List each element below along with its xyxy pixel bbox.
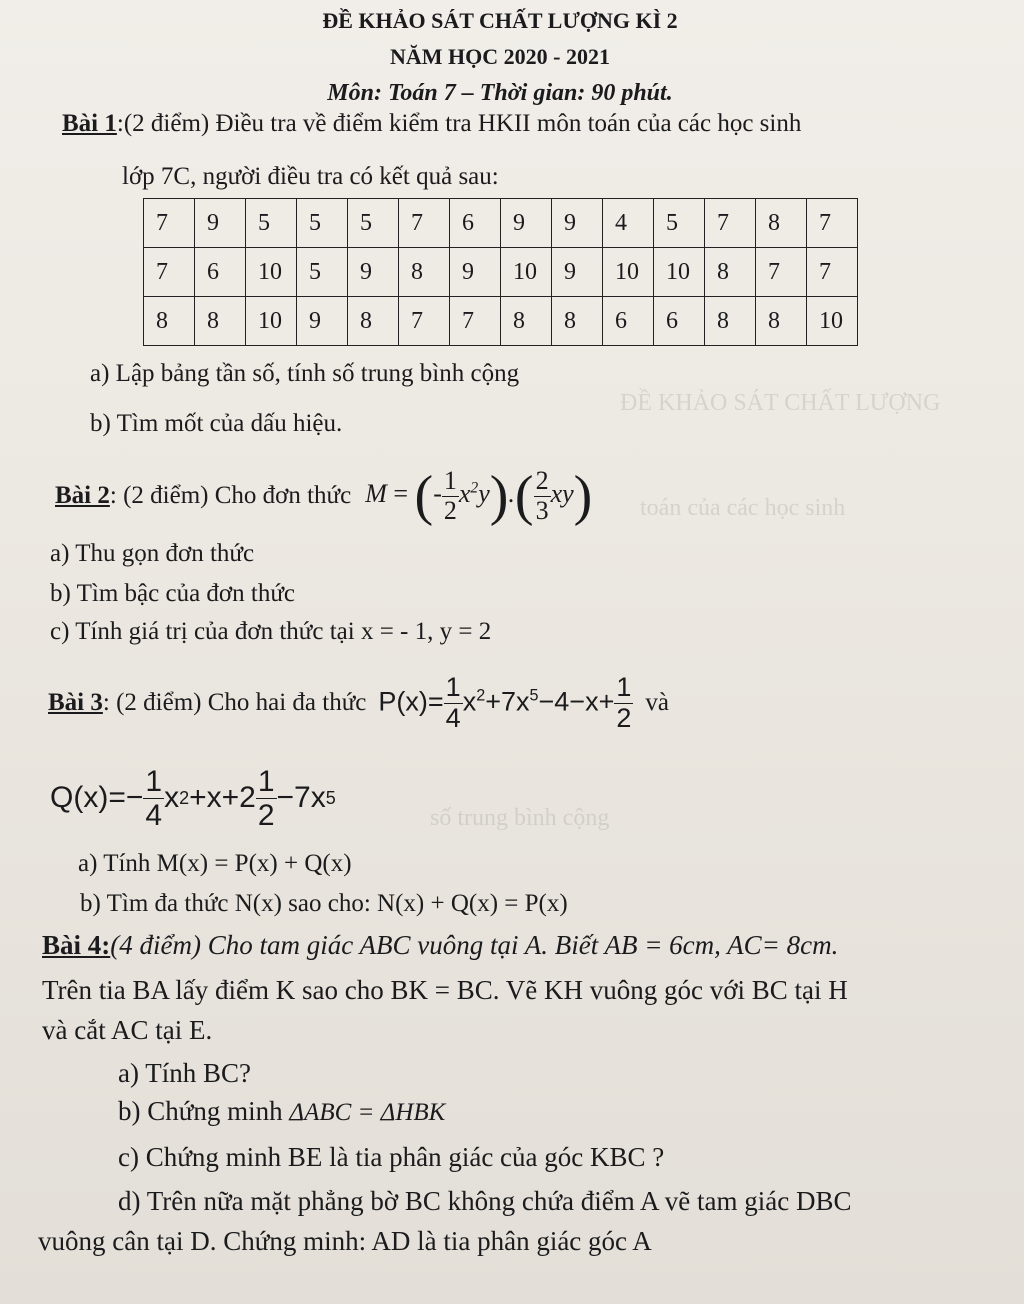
bai3-label: Bài 3 (48, 689, 103, 716)
table-cell: 8 (144, 297, 195, 346)
table-cell: 10 (501, 248, 552, 297)
bai4-label: Bài 4: (42, 930, 111, 960)
table-cell: 8 (501, 297, 552, 346)
bai2-question-c: c) Tính giá trị của đơn thức tại x = - 1, y = 2 (50, 618, 492, 645)
polynomial-p: P(x)= $\frac{1}{4}$ $x^2+7x^5-4-x+$ $\frac{1}{2}$ (378, 671, 632, 733)
table-cell: 10 (654, 248, 705, 297)
bai4-question-c: c) Chứng minh BE là tia phân giác của góc KBC ? (118, 1142, 665, 1172)
bleed-through-text: ĐỀ KHẢO SÁT CHẤT LƯỢNG (620, 390, 941, 416)
bai2-intro (55, 460, 592, 532)
table-cell: 7 (399, 199, 450, 248)
table-row (144, 248, 858, 297)
bai4-line2: Trên tia BA lấy điểm K sao cho BK = BC. Vẽ KH vuông góc với BC tại H (42, 975, 848, 1005)
bai4-question-d-line2: vuông cân tại D. Chứng minh: AD là tia phân giác góc A (38, 1226, 652, 1256)
school-year: NĂM HỌC 2020 - 2021 (390, 44, 610, 69)
table-cell: 7 (144, 199, 195, 248)
table-cell: 9 (552, 248, 603, 297)
bleed-through-text: toán của các học sinh (640, 495, 846, 521)
table-cell: 8 (399, 248, 450, 297)
table-cell: 10 (807, 297, 858, 346)
table-cell: 10 (603, 248, 654, 297)
table-cell: 9 (450, 248, 501, 297)
table-cell: 8 (348, 297, 399, 346)
table-cell: 6 (450, 199, 501, 248)
table-cell: 7 (450, 297, 501, 346)
table-cell: 7 (807, 199, 858, 248)
table-cell: 10 (246, 297, 297, 346)
table-cell: 4 (603, 199, 654, 248)
table-cell: 8 (552, 297, 603, 346)
bai4-intro (42, 930, 838, 961)
table-cell: 9 (297, 297, 348, 346)
bai1-intro (62, 110, 801, 138)
table-cell: 5 (246, 199, 297, 248)
table-cell: 8 (705, 248, 756, 297)
table-cell: 6 (195, 248, 246, 297)
table-cell: 7 (756, 248, 807, 297)
bai1-text: :(2 điểm) Điều tra về điểm kiểm tra HKII môn toán của các học sinh (116, 110, 802, 137)
table-cell: 6 (603, 297, 654, 346)
subject-time: Môn: Toán 7 – Thời gian: 90 phút. (327, 80, 673, 106)
table-cell: 8 (195, 297, 246, 346)
bai3-question-a: a) Tính M(x) = P(x) + Q(x) (78, 850, 352, 877)
table-row (144, 199, 858, 248)
table-cell: 9 (552, 199, 603, 248)
table-cell: 6 (654, 297, 705, 346)
table-cell: 5 (297, 248, 348, 297)
table-cell: 7 (399, 297, 450, 346)
bai2-text: : (2 điểm) Cho đơn thức (109, 482, 352, 509)
table-cell: 9 (501, 199, 552, 248)
bai1-question-a: a) Lập bảng tần số, tính số trung bình cộng (90, 360, 520, 387)
bai3-intro (48, 662, 669, 744)
bai2-question-a: a) Thu gọn đơn thức (50, 540, 255, 567)
bai3-text: : (2 điểm) Cho hai đa thức (102, 689, 367, 716)
bai4-question-b: b) Chứng minh ΔABC = ΔHBK (118, 1096, 446, 1126)
table-cell: 8 (705, 297, 756, 346)
table-cell: 10 (246, 248, 297, 297)
polynomial-q: Q(x) = − $\frac{1}{4}$ x 2 +x+2 $\frac{1}{2}$ −7x 5 (50, 764, 336, 832)
score-table (143, 198, 858, 346)
table-cell: 9 (195, 199, 246, 248)
table-cell: 5 (297, 199, 348, 248)
table-row (144, 297, 858, 346)
table-cell: 5 (654, 199, 705, 248)
exam-title: ĐỀ KHẢO SÁT CHẤT LƯỢNG KÌ 2 (322, 8, 678, 33)
table-cell: 8 (756, 199, 807, 248)
bai4-question-d: d) Trên nữa mặt phẳng bờ BC không chứa điểm A vẽ tam giác DBC (118, 1186, 852, 1216)
bai1-question-b: b) Tìm mốt của dấu hiệu. (90, 410, 343, 437)
and-word: và (645, 689, 669, 716)
bai4-question-a: a) Tính BC? (118, 1058, 251, 1088)
table-cell: 7 (807, 248, 858, 297)
table-cell: 9 (348, 248, 399, 297)
bleed-through-text: số trung bình cộng (430, 805, 610, 831)
table-cell: 5 (348, 199, 399, 248)
bai2-label: Bài 2 (55, 482, 110, 509)
bai1-intro-line2: lớp 7C, người điều tra có kết quả sau: (122, 163, 499, 190)
table-cell: 7 (705, 199, 756, 248)
bai4-text: (4 điểm) Cho tam giác ABC vuông tại A. Biết AB = 6cm, AC= 8cm. (110, 930, 839, 960)
triangle-congruence: ΔABC = ΔHBK (289, 1099, 446, 1126)
bai1-label: Bài 1 (62, 110, 117, 137)
monomial-formula: M = (- $\frac{1}{2}$ $x^2y$).( $\frac{2}{3}$ xy) (365, 465, 593, 527)
bai2-question-b: b) Tìm bậc của đơn thức (50, 580, 295, 607)
table-cell: 8 (756, 297, 807, 346)
table-cell: 7 (144, 248, 195, 297)
bai4-line3: và cắt AC tại E. (42, 1015, 213, 1045)
bai3-question-b: b) Tìm đa thức N(x) sao cho: N(x) + Q(x) = P(x) (80, 890, 568, 917)
